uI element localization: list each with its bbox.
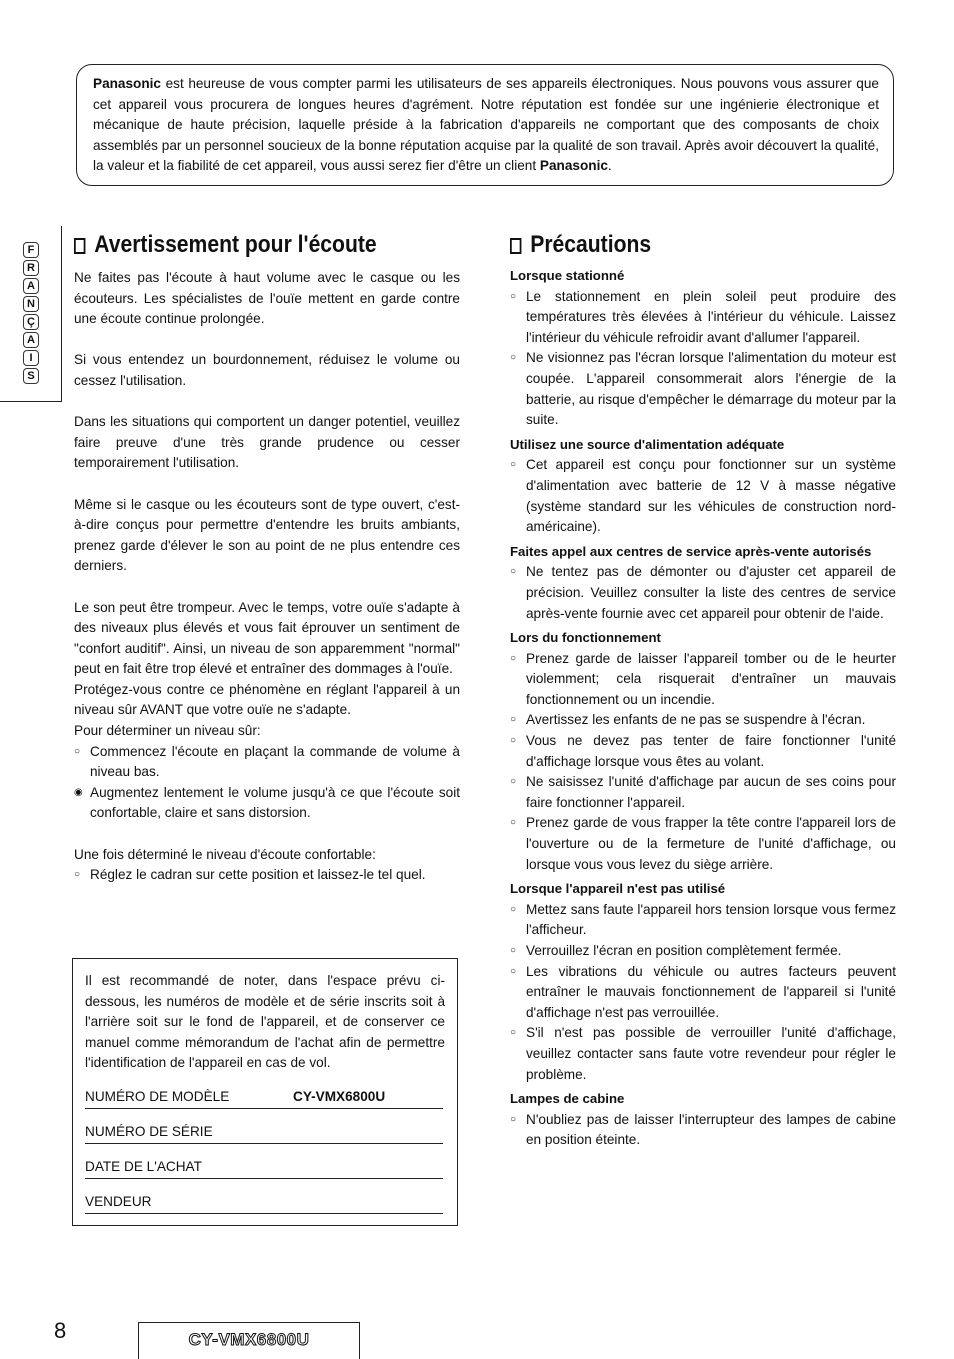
- model-footer-tab: [138, 1322, 360, 1359]
- serial-number-label: NUMÉRO DE SÉRIE: [85, 1123, 213, 1139]
- list-item: ○ Avertissez les enfants de ne pas se suspendre à l'écran.: [510, 710, 896, 731]
- list-item: ○ Le stationnement en plein soleil peut produire des températures très élevées à l'intérieur du véhicule. Laissez l'intérieur du véhicule refroidir avant d'allumer l'appareil.: [510, 287, 896, 349]
- bullet-icon: ○: [510, 290, 517, 302]
- paragraph: Une fois déterminé le niveau d'écoute confortable:: [74, 846, 376, 862]
- bullet-icon: ○: [510, 1113, 517, 1125]
- checkbox-square-icon: [74, 238, 85, 254]
- intro-period: .: [607, 158, 612, 174]
- tab-letter: A: [23, 332, 39, 348]
- section-title-precautions: [510, 230, 850, 260]
- bullet-icon: ○: [510, 776, 517, 788]
- purchase-date-label: DATE DE L'ACHAT: [85, 1158, 202, 1174]
- model-number-value: CY-VMX6800U: [293, 1088, 386, 1104]
- bullet-icon: ○: [510, 566, 517, 578]
- section-title-text: Avertissement pour l'écoute: [94, 231, 377, 258]
- seller-field: [85, 1179, 443, 1214]
- model-number-field: [85, 1074, 443, 1109]
- subheading: Faites appel aux centres de service après-vente autorisés: [510, 543, 872, 559]
- intro-brand-end: Panasonic: [539, 158, 608, 174]
- tab-letter: A: [23, 278, 39, 294]
- tab-letter: R: [23, 260, 39, 276]
- section-title-listening: [74, 230, 414, 260]
- list-item: ○ Cet appareil est conçu pour fonctionner sur un système d'alimentation avec batterie de 12 V à masse négative (système standard sur les véhicules de construction nord-américaine).: [510, 455, 896, 537]
- list-item: ○ N'oubliez pas de laisser l'interrupteur des lampes de cabine en position éteinte.: [510, 1110, 896, 1151]
- serial-number-field: [85, 1109, 443, 1144]
- tab-letter: N: [23, 296, 39, 312]
- seller-label: VENDEUR: [85, 1193, 152, 1209]
- bullet-icon: ◉: [74, 786, 83, 798]
- language-side-tab: [0, 226, 62, 402]
- bullet-icon: ○: [510, 352, 517, 364]
- paragraph: Si vous entendez un bourdonnement, réduisez le volume ou cessez l'utilisation.: [74, 352, 460, 388]
- bullet-icon: ○: [510, 965, 517, 977]
- tab-letter: F: [23, 242, 39, 258]
- bullet-icon: ○: [510, 1027, 517, 1039]
- paragraph: Protégez-vous contre ce phénomène en réglant l'appareil à un niveau sûr AVANT que votre ouïe ne s'adapte.: [74, 681, 460, 718]
- left-column: [74, 230, 460, 886]
- bullet-icon: ○: [510, 459, 517, 471]
- language-letters: [22, 242, 40, 386]
- bullet-icon: ○: [510, 817, 517, 829]
- list-item: ○ Prenez garde de laisser l'appareil tomber ou de le heurter violemment; cela risquerait d'entraîner un mauvais fonctionnement ou un incendie.: [510, 649, 896, 711]
- checkbox-square-icon: [510, 238, 521, 254]
- paragraph: Ne faites pas l'écoute à haut volume avec le casque ou les écouteurs. Les spécialistes de l'ouïe mettent en garde contre une écoute continue prolongée.: [74, 270, 460, 327]
- model-number-label: NUMÉRO DE MODÈLE: [85, 1088, 230, 1104]
- subheading: Lors du fonctionnement: [510, 630, 661, 646]
- bullet-icon: ○: [510, 903, 517, 915]
- intro-box: [76, 64, 894, 186]
- page-number: 8: [54, 1318, 67, 1343]
- section-title-text: Précautions: [530, 231, 652, 258]
- list-item: ○ Commencez l'écoute en plaçant la commande de volume à niveau bas.: [74, 742, 460, 783]
- list-item: ○ Vous ne devez pas tenter de faire fonctionner l'unité d'affichage lorsque vous êtes au volant.: [510, 731, 896, 772]
- purchase-date-field: [85, 1144, 443, 1179]
- tab-letter: Ç: [23, 314, 39, 330]
- bullet-icon: ○: [74, 745, 81, 757]
- subheading: Lampes de cabine: [510, 1091, 625, 1107]
- record-box: [72, 958, 458, 1226]
- right-column: [510, 230, 896, 1151]
- list-item: ○ S'il n'est pas possible de verrouiller l'unité d'affichage, veuillez contacter sans faute votre revendeur pour régler le problème.: [510, 1023, 896, 1085]
- list-item: ○ Ne saisissez l'unité d'affichage par aucun de ses coins pour faire fonctionner l'appareil.: [510, 772, 896, 813]
- paragraph: Dans les situations qui comportent un danger potentiel, veuillez faire preuve d'une très grande prudence ou cesser temporairement l'utilisation.: [74, 414, 460, 471]
- paragraph: Pour déterminer un niveau sûr:: [74, 723, 261, 739]
- list-item: ○ Les vibrations du véhicule ou autres facteurs peuvent entraîner le mauvais fonctionnement de l'appareil si l'unité d'affichage n'est pas verrouillée.: [510, 962, 896, 1024]
- list-item: ○ Réglez le cadran sur cette position et laissez-le tel quel.: [74, 865, 460, 886]
- intro-text: est heureuse de vous compter parmi les utilisateurs de ses appareils électroniques. Nous pouvons vous assurer que cet appareil vous procurera de longues heures d'agrément. Notre réputation est fondée sur une ingénierie électronique et mécanique de haute précision, laquelle préside à la fabrication d'appareils ne comportant que des composants de choix assemblés par un personnel soucieux de la bonne réputation acquise par la qualité de son travail. Après avoir découvert la qualité, la valeur et la fiabilité de cet appareil, vous aussi serez fier d'être un client: [93, 76, 879, 174]
- list-item: ◉ Augmentez lentement le volume jusqu'à ce que l'écoute soit confortable, claire et sans distorsion.: [74, 783, 460, 824]
- list-item: ○ Mettez sans faute l'appareil hors tension lorsque vous fermez l'afficheur.: [510, 900, 896, 941]
- bullet-icon: ○: [510, 652, 517, 664]
- subheading: Lorsque stationné: [510, 268, 625, 283]
- subheading: Utilisez une source d'alimentation adéquate: [510, 436, 785, 452]
- list-item: ○ Prenez garde de vous frapper la tête contre l'appareil lors de l'ouverture ou de la fermeture de l'unité d'affichage, ou lorsque vous vous levez du siège arrière.: [510, 813, 896, 875]
- paragraph: Même si le casque ou les écouteurs sont de type ouvert, c'est-à-dire conçus pour permettre d'entendre les bruits ambiants, prenez garde d'élever le son au point de ne plus entendre ces derniers.: [74, 496, 460, 574]
- tab-letter: I: [23, 350, 39, 366]
- paragraph: Le son peut être trompeur. Avec le temps, votre ouïe s'adapte à des niveaux plus élevés et vous fait éprouver un sentiment de "confort auditif". Ainsi, un niveau de son apparemment "normal" peut en fait être trop élevé et entraîner des dommages à l'ouïe.: [74, 599, 460, 677]
- bullet-icon: ○: [510, 714, 517, 726]
- bullet-icon: ○: [510, 735, 517, 747]
- subheading: Lorsque l'appareil n'est pas utilisé: [510, 881, 726, 897]
- list-item: ○ Ne visionnez pas l'écran lorsque l'alimentation du moteur est coupée. L'appareil consommerait alors l'énergie de la batterie, au risque d'empêcher le démarrage du moteur par la suite.: [510, 348, 896, 430]
- bullet-icon: ○: [510, 945, 517, 956]
- list-item: ○ Ne tentez pas de démonter ou d'ajuster cet appareil de précision. Veuillez consulter la liste des centres de service après-vente fournie avec cet appareil pour obtenir de l'aide.: [510, 562, 896, 624]
- record-instructions: Il est recommandé de noter, dans l'espace prévu ci-dessous, les numéros de modèle et de série inscrits soit à l'arrière soit sur le fond de l'appareil, et de conserver ce manuel comme mémorandum de l'achat afin de permettre l'identification de l'appareil en cas de vol.: [85, 973, 445, 1071]
- list-item: ○ Verrouillez l'écran en position complètement fermée.: [510, 941, 896, 962]
- bullet-icon: ○: [74, 869, 81, 881]
- model-footer-label: CY-VMX6800U: [188, 1330, 310, 1349]
- intro-brand: Panasonic: [93, 76, 161, 91]
- tab-letter: S: [23, 368, 39, 384]
